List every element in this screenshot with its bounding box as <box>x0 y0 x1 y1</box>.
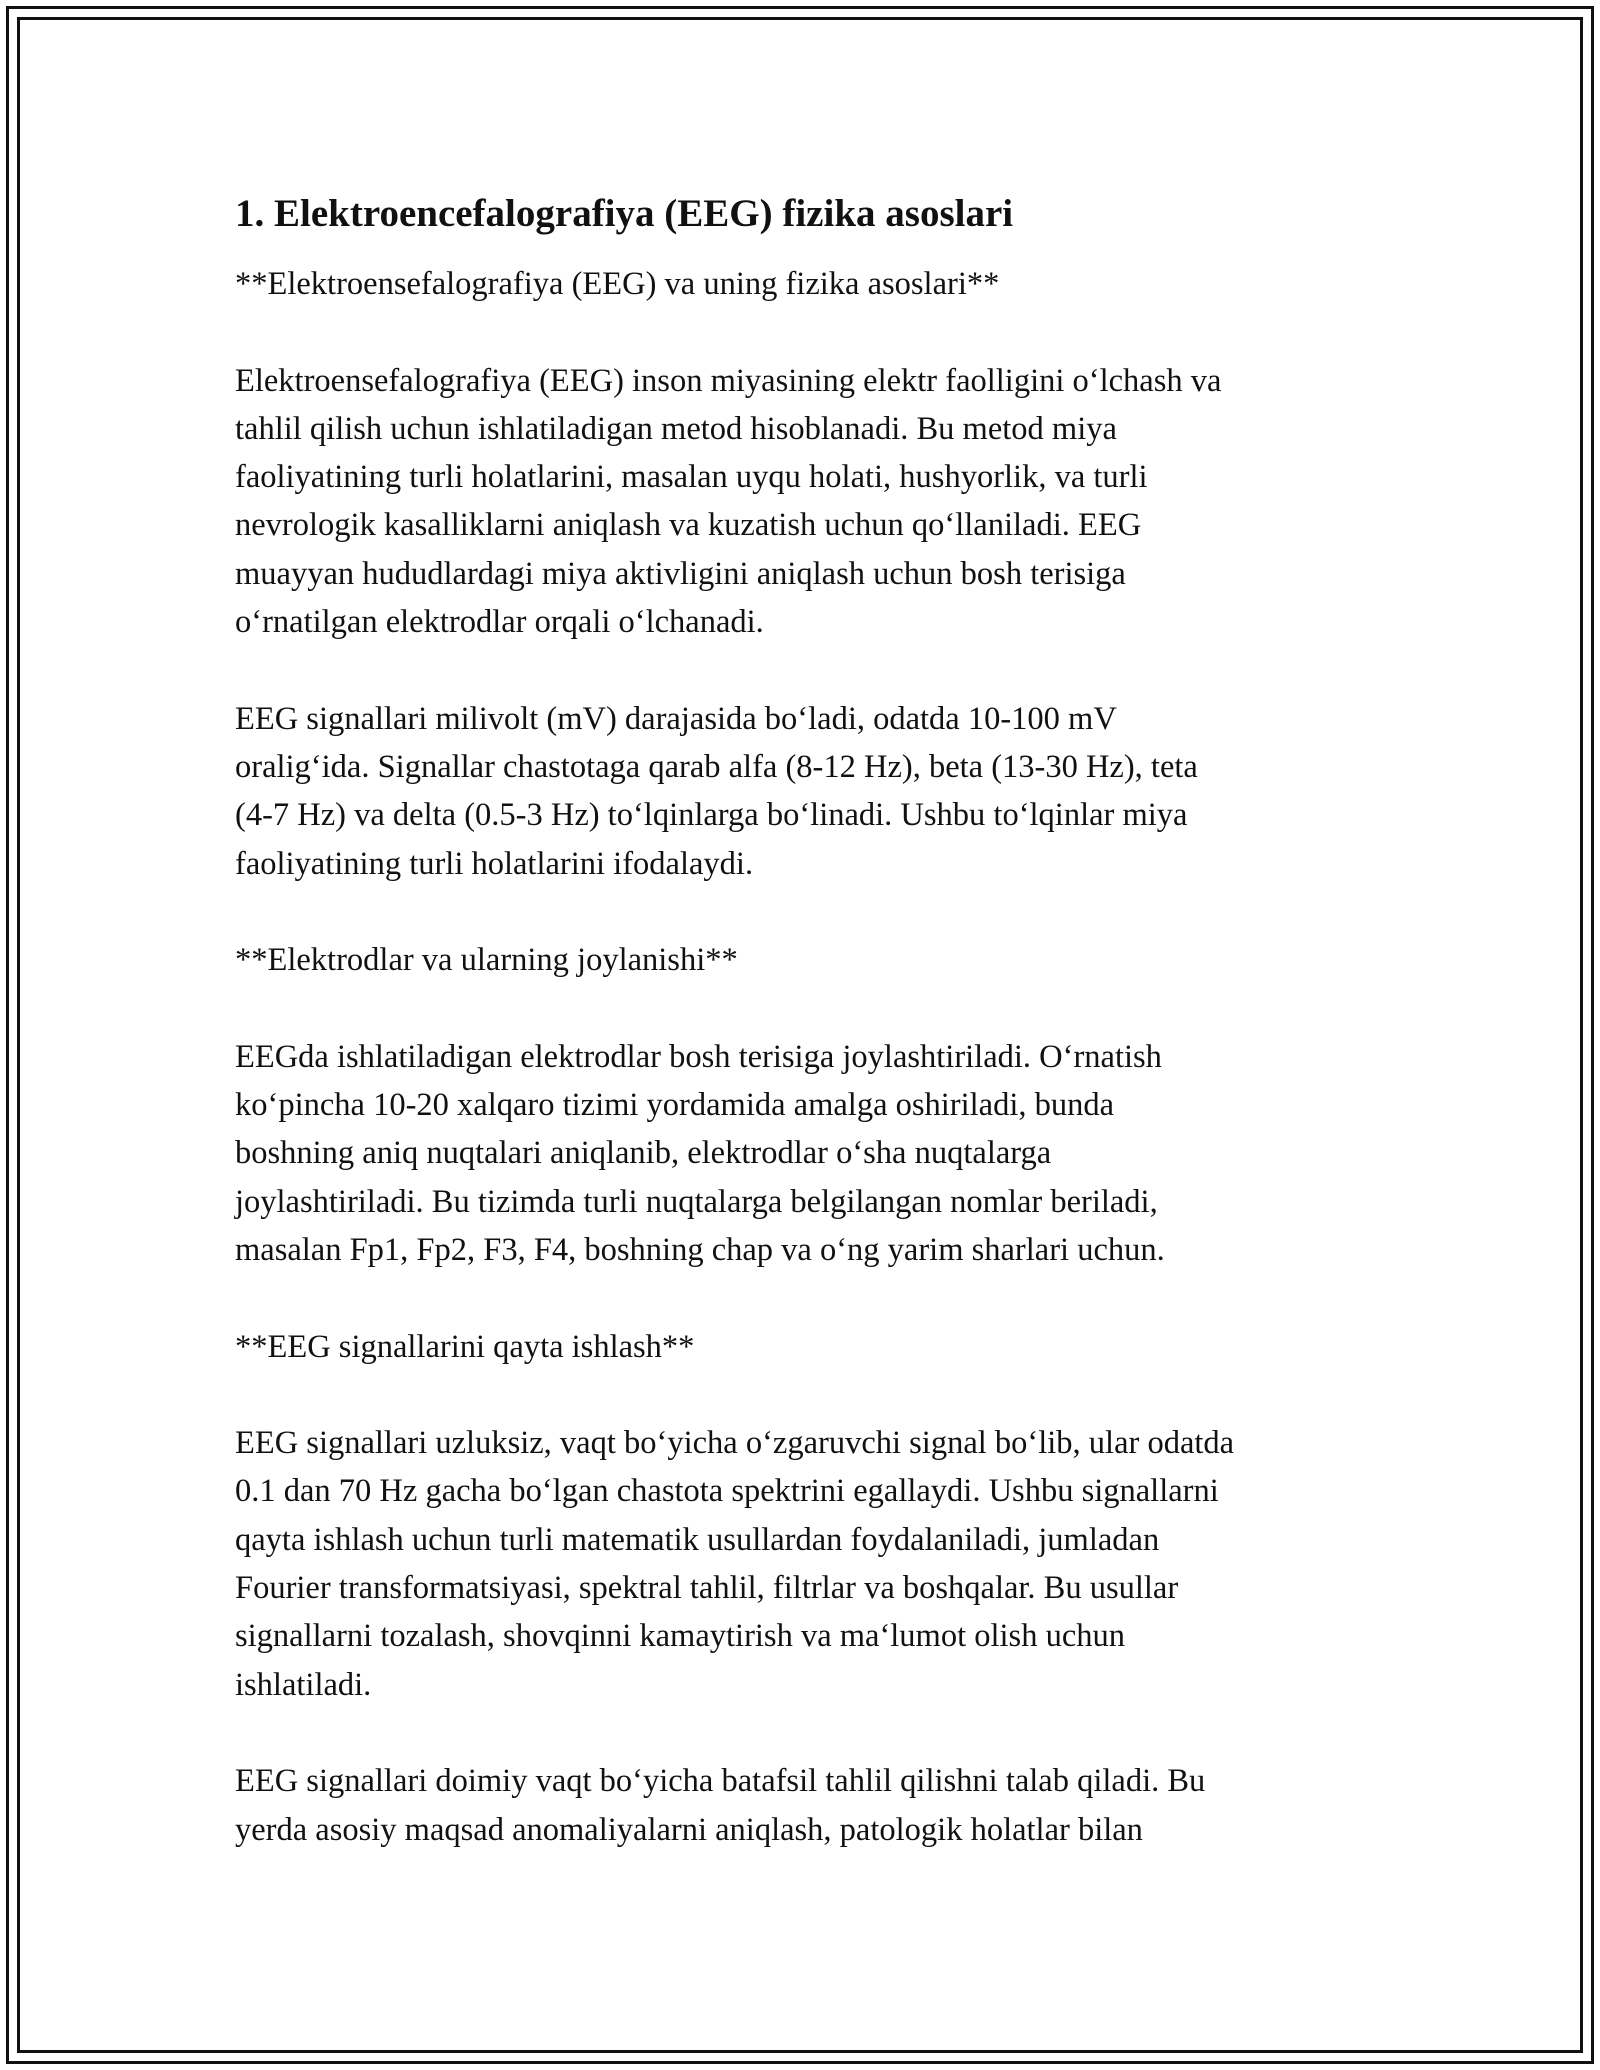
text-line: masalan Fp1, Fp2, F3, F4, boshning chap va oʻng yarim sharlari uchun. <box>235 1231 1165 1268</box>
text-line: tahlil qilish uchun ishlatiladigan metod hisoblanadi. Bu metod miya <box>235 410 1117 447</box>
text-line: faoliyatining turli holatlarini ifodalaydi. <box>235 845 754 882</box>
paragraph-gap <box>235 984 1375 1032</box>
text-line: **Elektroensefalografiya (EEG) va uning fizika asoslari** <box>235 266 1000 302</box>
text-line: (4-7 Hz) va delta (0.5-3 Hz) toʻlqinlarga boʻlinadi. Ushbu toʻlqinlar miya <box>235 797 1188 834</box>
text-line: EEG signallari milivolt (mV) darajasida boʻladi, odatda 10-100 mV <box>235 700 1117 737</box>
paragraph-gap <box>235 1371 1375 1419</box>
text-line: signallarni tozalash, shovqinni kamaytirish va maʻlumot olish uchun <box>235 1618 1125 1655</box>
text-line: koʻpincha 10-20 xalqaro tizimi yordamida amalga oshiriladi, bunda <box>235 1087 1115 1124</box>
paragraph-gap <box>235 646 1375 694</box>
text-line: nevrologik kasalliklarni aniqlash va kuzatish uchun qoʻllaniladi. EEG <box>235 507 1142 544</box>
text-line: Fourier transformatsiyasi, spektral tahlil, filtrlar va boshqalar. Bu usullar <box>235 1570 1179 1607</box>
text-line: oʻrnatilgan elektrodlar orqali oʻlchanadi. <box>235 604 764 641</box>
subtitle-elektrodlar <box>235 936 1375 984</box>
text-line: EEG signallari doimiy vaqt boʻyicha batafsil tahlil qilishni talab qiladi. Bu <box>235 1763 1206 1800</box>
document-body <box>235 188 1375 1854</box>
paragraph-intro <box>235 357 1375 647</box>
text-line: 0.1 dan 70 Hz gacha boʻlgan chastota spektrini egallaydi. Ushbu signallarni <box>235 1473 1219 1510</box>
subtitle-elektroensefalografiya <box>235 260 1375 308</box>
text-line: **Elektrodlar va ularning joylanishi** <box>235 942 738 979</box>
text-line: oraligʻida. Signallar chastotaga qarab alfa (8-12 Hz), beta (13-30 Hz), teta <box>235 748 1198 785</box>
text-line: muayyan hududlardagi miya aktivligini aniqlash uchun bosh terisiga <box>235 555 1126 592</box>
text-line: boshning aniq nuqtalari aniqlanib, elektrodlar oʻsha nuqtalarga <box>235 1135 1052 1172</box>
text-line: EEG signallari uzluksiz, vaqt boʻyicha oʻzgaruvchi signal boʻlib, ular odatda <box>235 1425 1235 1462</box>
paragraph-analysis <box>235 1757 1375 1854</box>
paragraph-gap <box>235 888 1375 936</box>
paragraph-electrodes <box>235 1033 1375 1274</box>
paragraph-signals <box>235 695 1375 888</box>
text-line: qayta ishlash uchun turli matematik usullardan foydalaniladi, jumladan <box>235 1521 1160 1558</box>
text-line: ishlatiladi. <box>235 1666 372 1703</box>
paragraph-processing <box>235 1419 1375 1709</box>
paragraph-gap <box>235 1274 1375 1322</box>
section-heading: 1. Elektroencefalografiya (EEG) fizika asoslari <box>235 192 1014 235</box>
text-line: faoliyatining turli holatlarini, masalan uyqu holati, hushyorlik, va turli <box>235 459 1148 496</box>
paragraph-gap <box>235 1709 1375 1757</box>
subtitle-qayta-ishlash <box>235 1323 1375 1371</box>
text-line: yerda asosiy maqsad anomaliyalarni aniqlash, patologik holatlar bilan <box>235 1811 1143 1848</box>
paragraph-gap <box>235 308 1375 356</box>
text-line: joylashtiriladi. Bu tizimda turli nuqtalarga belgilangan nomlar beriladi, <box>235 1183 1158 1220</box>
text-line: **EEG signallarini qayta ishlash** <box>235 1328 695 1365</box>
text-line: EEGda ishlatiladigan elektrodlar bosh terisiga joylashtiriladi. Oʻrnatish <box>235 1038 1162 1075</box>
text-line: Elektroensefalografiya (EEG) inson miyasining elektr faolligini oʻlchash va <box>235 362 1222 399</box>
